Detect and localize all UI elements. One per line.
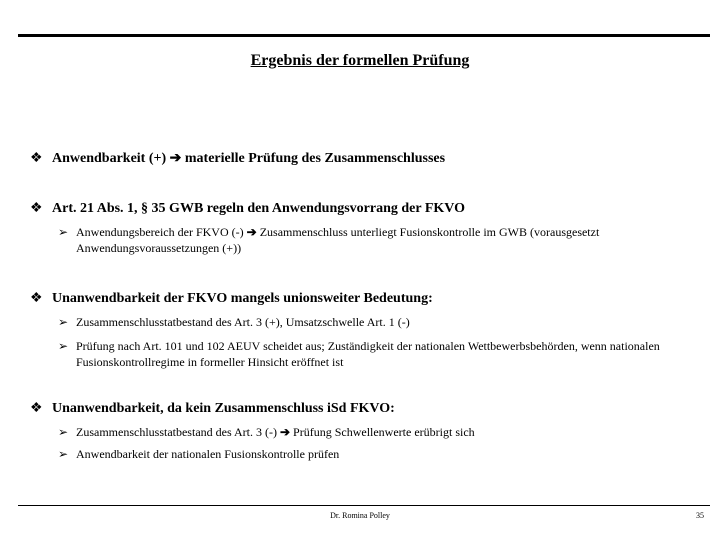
bullet-text-post: materielle Prüfung des Zusammenschlusses [184, 151, 446, 166]
four-petal-diamond-icon: ❖ [30, 291, 43, 306]
bullet-text: Art. 21 Abs. 1, § 35 GWB regeln den Anwendungsvorrang der FKVO [52, 201, 466, 216]
top-rule [18, 34, 710, 37]
page-number: 35 [696, 511, 704, 520]
bullet-kein-zusammenschluss [30, 400, 395, 417]
bullet-anwendbarkeit [30, 150, 445, 167]
bottom-rule [18, 505, 710, 506]
bullet-text: Unanwendbarkeit der FKVO mangels unionsweiter Bedeutung: [52, 291, 433, 306]
right-arrow-icon: ➔ [246, 225, 257, 239]
four-petal-diamond-icon: ❖ [30, 151, 43, 166]
bullet-unionsweite-bedeutung [30, 290, 433, 307]
sub-bullet-zusammenschlusstatbestand [60, 424, 690, 440]
bullet-text: Unanwendbarkeit, da kein Zusammenschluss iSd FKVO: [52, 401, 395, 416]
bullet-anwendungsvorrang [30, 200, 465, 217]
arrowhead-icon: ➢ [58, 425, 69, 439]
sub-text-pre: Anwendungsbereich der FKVO (-) [76, 225, 244, 239]
sub-text-pre: Zusammenschlusstatbestand des Art. 3 (-) [76, 425, 277, 439]
sub-text: Anwendbarkeit der nationalen Fusionskontrolle prüfen [76, 447, 340, 461]
footer-author: Dr. Romina Polley [330, 511, 390, 520]
sub-bullet-nationale-fusionskontrolle [60, 446, 690, 462]
sub-text: Prüfung nach Art. 101 und 102 AEUV scheidet aus; Zuständigkeit der nationalen Wettbewerbsbehörden, wenn nationalen Fusionskontrollregime in formeller Hinsicht eröffnet ist [76, 339, 660, 369]
sub-text-post: Prüfung Schwellenwerte erübrigt sich [293, 425, 475, 439]
right-arrow-icon: ➔ [279, 425, 291, 439]
right-arrow-icon: ➔ [169, 151, 182, 166]
arrowhead-icon: ➢ [58, 225, 69, 239]
sub-bullet-aeuv [60, 338, 690, 370]
four-petal-diamond-icon: ❖ [30, 201, 43, 216]
sub-bullet-anwendungsbereich [60, 224, 690, 256]
arrowhead-icon: ➢ [58, 315, 69, 329]
arrowhead-icon: ➢ [58, 447, 69, 461]
page-title: Ergebnis der formellen Prüfung [250, 52, 470, 69]
bullet-text-pre: Anwendbarkeit (+) [52, 151, 167, 166]
arrowhead-icon: ➢ [58, 339, 69, 353]
four-petal-diamond-icon: ❖ [30, 401, 43, 416]
sub-text-post: Zusammenschluss unterliegt Fusionskontrolle im GWB (vorausgesetzt Anwendungsvoraussetzungen (+)) [76, 225, 600, 255]
sub-bullet-umsatzschwelle [60, 314, 690, 330]
sub-text: Zusammenschlusstatbestand des Art. 3 (+), Umsatzschwelle Art. 1 (-) [76, 315, 410, 329]
